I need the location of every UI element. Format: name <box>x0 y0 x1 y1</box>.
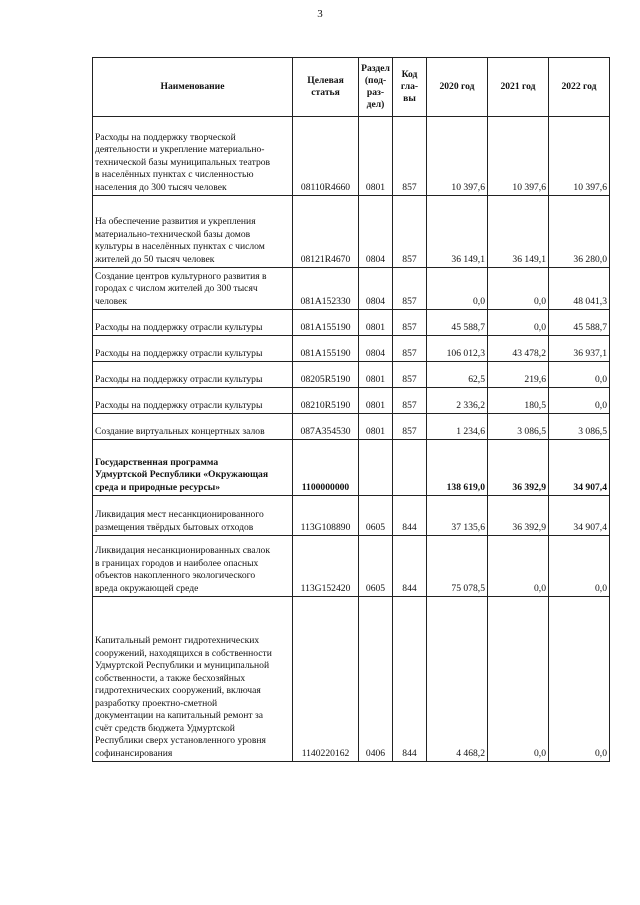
table-row <box>93 117 610 196</box>
table-header-row <box>93 58 610 117</box>
row-target-article: 081A155190 <box>293 310 359 336</box>
row-target-article: 08110R4660 <box>293 117 359 196</box>
row-value-2020: 138 619,0 <box>427 440 488 496</box>
row-value-2020: 4 468,2 <box>427 597 488 762</box>
row-value-2022: 36 280,0 <box>549 196 610 268</box>
table-row <box>93 362 610 388</box>
row-section: 0605 <box>359 536 393 597</box>
row-chapter-code: 857 <box>393 388 427 414</box>
row-chapter-code: 844 <box>393 496 427 536</box>
row-value-2022: 34 907,4 <box>549 440 610 496</box>
table-row <box>93 196 610 268</box>
row-name: Расходы на поддержку отрасли культуры <box>93 362 293 388</box>
row-value-2022: 0,0 <box>549 597 610 762</box>
row-value-2022: 0,0 <box>549 362 610 388</box>
table-row <box>93 536 610 597</box>
row-value-2022: 0,0 <box>549 388 610 414</box>
row-value-2022: 3 086,5 <box>549 414 610 440</box>
row-value-2022: 45 588,7 <box>549 310 610 336</box>
row-value-2020: 106 012,3 <box>427 336 488 362</box>
row-value-2022: 10 397,6 <box>549 117 610 196</box>
row-value-2020: 45 588,7 <box>427 310 488 336</box>
table-row <box>93 496 610 536</box>
row-name: Ликвидация мест несанкционированного размещения твёрдых бытовых отходов <box>93 496 293 536</box>
row-value-2021: 36 149,1 <box>488 196 549 268</box>
row-value-2020: 0,0 <box>427 268 488 310</box>
row-value-2021: 43 478,2 <box>488 336 549 362</box>
row-value-2022: 34 907,4 <box>549 496 610 536</box>
row-target-article: 1100000000 <box>293 440 359 496</box>
row-value-2021: 36 392,9 <box>488 496 549 536</box>
header-2022: 2022 год <box>549 58 610 117</box>
row-value-2020: 36 149,1 <box>427 196 488 268</box>
row-value-2021: 180,5 <box>488 388 549 414</box>
row-value-2021: 0,0 <box>488 268 549 310</box>
row-target-article: 1140220162 <box>293 597 359 762</box>
row-section <box>359 440 393 496</box>
row-target-article: 081A155190 <box>293 336 359 362</box>
page-number: 3 <box>317 8 323 20</box>
row-name: Капитальный ремонт гидротехнических сооружений, находящихся в собственности Удмуртской Республики и муниципальной собственности, а также бесхозяйных гидротехнических сооружений, включая разработку проектно-сметной документации на капитальный ремонт за счёт средств бюджета Удмуртской Республики сверх установленного уровня софинансирования <box>93 597 293 762</box>
row-chapter-code: 857 <box>393 268 427 310</box>
row-section: 0801 <box>359 310 393 336</box>
row-target-article: 08205R5190 <box>293 362 359 388</box>
row-value-2021: 0,0 <box>488 597 549 762</box>
table-row <box>93 414 610 440</box>
row-value-2021: 36 392,9 <box>488 440 549 496</box>
table-row <box>93 597 610 762</box>
row-section: 0801 <box>359 414 393 440</box>
row-chapter-code: 857 <box>393 117 427 196</box>
row-chapter-code: 844 <box>393 536 427 597</box>
row-value-2021: 219,6 <box>488 362 549 388</box>
row-value-2020: 62,5 <box>427 362 488 388</box>
row-name: Расходы на поддержку отрасли культуры <box>93 310 293 336</box>
row-name: Государственная программа Удмуртской Республики «Окружающая среда и природные ресурсы» <box>93 440 293 496</box>
row-chapter-code: 857 <box>393 414 427 440</box>
row-value-2021: 0,0 <box>488 310 549 336</box>
header-chapter: Код гла- вы <box>393 58 427 117</box>
row-value-2020: 10 397,6 <box>427 117 488 196</box>
row-value-2021: 0,0 <box>488 536 549 597</box>
row-value-2020: 1 234,6 <box>427 414 488 440</box>
row-chapter-code: 857 <box>393 196 427 268</box>
row-chapter-code: 844 <box>393 597 427 762</box>
row-name: Создание виртуальных концертных залов <box>93 414 293 440</box>
row-name: Расходы на поддержку творческой деятельности и укрепление материально- технической базы муниципальных театров в населённых пунктах с численностью населения до 300 тысяч человек <box>93 117 293 196</box>
header-target: Целевая статья <box>293 58 359 117</box>
header-2021: 2021 год <box>488 58 549 117</box>
table-row <box>93 310 610 336</box>
row-value-2022: 48 041,3 <box>549 268 610 310</box>
table-row <box>93 336 610 362</box>
row-section: 0804 <box>359 196 393 268</box>
table-row <box>93 388 610 414</box>
row-name: Ликвидация несанкционированных свалок в границах городов и наиболее опасных объектов накопленного экологического вреда окружающей среде <box>93 536 293 597</box>
budget-table <box>92 57 610 762</box>
row-value-2021: 10 397,6 <box>488 117 549 196</box>
row-target-article: 08121R4670 <box>293 196 359 268</box>
header-section: Раздел (под- раз- дел) <box>359 58 393 117</box>
row-chapter-code: 857 <box>393 336 427 362</box>
row-target-article: 113G152420 <box>293 536 359 597</box>
header-name: Наименование <box>93 58 293 117</box>
row-name: Расходы на поддержку отрасли культуры <box>93 336 293 362</box>
header-2020: 2020 год <box>427 58 488 117</box>
row-section: 0801 <box>359 117 393 196</box>
row-value-2020: 2 336,2 <box>427 388 488 414</box>
row-target-article: 087A354530 <box>293 414 359 440</box>
row-name: Создание центров культурного развития в городах с числом жителей до 300 тысяч человек <box>93 268 293 310</box>
row-section: 0804 <box>359 268 393 310</box>
row-section: 0804 <box>359 336 393 362</box>
row-chapter-code: 857 <box>393 310 427 336</box>
row-section: 0406 <box>359 597 393 762</box>
row-section: 0605 <box>359 496 393 536</box>
row-value-2020: 75 078,5 <box>427 536 488 597</box>
row-value-2020: 37 135,6 <box>427 496 488 536</box>
row-section: 0801 <box>359 362 393 388</box>
row-target-article: 113G108890 <box>293 496 359 536</box>
row-value-2022: 36 937,1 <box>549 336 610 362</box>
row-target-article: 081A152330 <box>293 268 359 310</box>
row-target-article: 08210R5190 <box>293 388 359 414</box>
row-chapter-code: 857 <box>393 362 427 388</box>
row-value-2022: 0,0 <box>549 536 610 597</box>
table-row <box>93 440 610 496</box>
table-row <box>93 268 610 310</box>
row-section: 0801 <box>359 388 393 414</box>
row-chapter-code <box>393 440 427 496</box>
row-value-2021: 3 086,5 <box>488 414 549 440</box>
row-name: Расходы на поддержку отрасли культуры <box>93 388 293 414</box>
row-name: На обеспечение развития и укрепления материально-технической базы домов культуры в населённых пунктах с числом жителей до 50 тысяч человек <box>93 196 293 268</box>
